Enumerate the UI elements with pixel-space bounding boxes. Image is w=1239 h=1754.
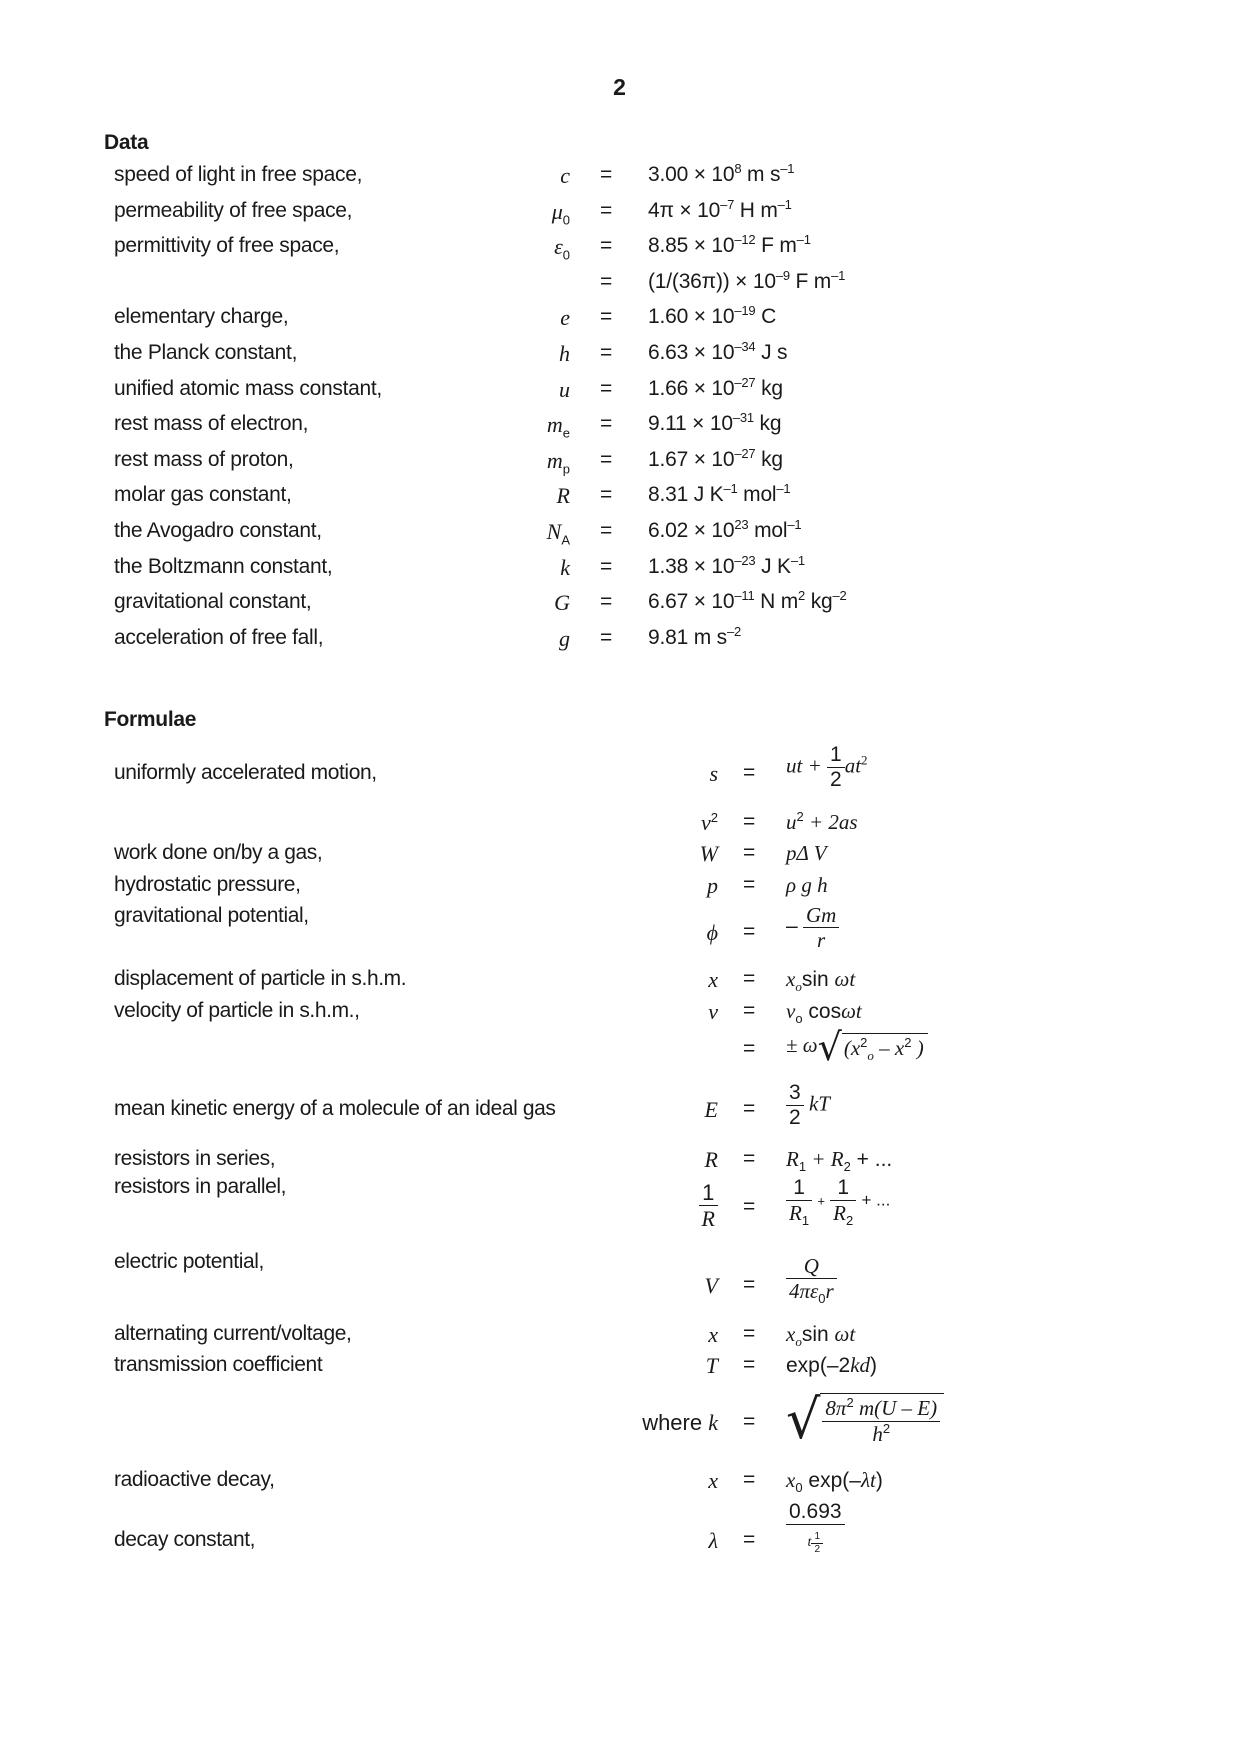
fraction: 0.693 t $\frac{1}{2}$ (786, 1500, 845, 1555)
equals-sign: = (600, 555, 613, 578)
constant-symbol: $\varepsilon_0$ (554, 234, 570, 263)
formula-symbol: ϕ (706, 920, 718, 945)
formula-symbol: x (708, 967, 718, 992)
formula-expression: $R_1 + R_2$ + ... (786, 1147, 893, 1175)
equals-sign: = (600, 519, 613, 542)
data-row (0, 412, 1239, 442)
data-row (0, 448, 1239, 478)
formula-symbol: V (704, 1273, 718, 1298)
equals-sign: = (600, 234, 613, 257)
data-row (0, 341, 1239, 371)
fraction: $\frac{Gm}{r}$ (803, 903, 839, 952)
fraction: $\frac{Q}{4\pi\varepsilon_0r}$ (786, 1254, 837, 1303)
fraction: $\frac{3}{2}$ (786, 1081, 804, 1130)
formula-symbol: s (709, 761, 718, 786)
equals-sign: = (743, 920, 756, 943)
fraction: $\frac{8\pi^2 m(U - E)}{h^2}$ (822, 1396, 940, 1445)
data-row (0, 377, 1239, 407)
page-number: 2 (613, 74, 626, 100)
data-row (0, 199, 1239, 229)
data-row (0, 555, 1239, 585)
constant-label: rest mass of proton, (114, 448, 294, 471)
square-root: √ $\frac{8\pi^2 m(U - E)}{h^2}$ (786, 1388, 944, 1451)
data-row (0, 234, 1239, 264)
constant-value: $6.02 \times 10^{23}$ mol$^{-1}$ (648, 517, 802, 542)
formula-expression: ut + $\frac{1}{2}$ $at^2$ (786, 743, 868, 792)
formula-label: electric potential, (114, 1250, 264, 1273)
formula-expression: exp(–2kd) (786, 1353, 878, 1377)
data-row (0, 626, 1239, 656)
constant-symbol: G (554, 590, 570, 615)
formula-label: radioactive decay, (114, 1468, 275, 1491)
formula-label: work done on/by a gas, (114, 841, 323, 864)
equals-sign: = (743, 1410, 756, 1433)
data-row (0, 305, 1239, 335)
formula-expression: $x_o\sin$ ωt (786, 1322, 856, 1350)
formula-symbol: E (704, 1097, 718, 1122)
constant-label: permittivity of free space, (114, 234, 340, 257)
formula-label: gravitational potential, (114, 904, 309, 927)
constant-symbol: h (559, 341, 570, 366)
constant-value: $4\pi \times 10^{-7}$ H $m^{-1}$ (648, 197, 792, 222)
constant-symbol: c (560, 163, 570, 188)
constant-value: $1.60 \times 10^{-19}$ C (648, 303, 777, 328)
formula-label: hydrostatic pressure, (114, 873, 301, 896)
formula-symbol: R (704, 1147, 718, 1172)
constant-value: 8.31 J $K^{-1}$ mol$^{-1}$ (648, 481, 791, 506)
constant-value: $1.66 \times 10^{-27}$ kg (648, 375, 783, 400)
fraction: $\frac{1}{R_1}$ (786, 1176, 812, 1225)
equals-sign: = (600, 377, 613, 400)
equals-sign: = (743, 1097, 756, 1120)
constant-symbol: $m_e$ (546, 412, 570, 441)
constant-value: $6.63 \times 10^{-34}$ J s (648, 339, 788, 364)
formula-symbol: v (708, 999, 718, 1024)
equals-sign: = (600, 163, 613, 186)
formula-label: transmission coefficient (114, 1353, 323, 1376)
constant-symbol: u (559, 377, 570, 402)
constant-label: speed of light in free space, (114, 163, 363, 186)
formula-symbol: where k (642, 1410, 718, 1435)
constant-label: acceleration of free fall, (114, 626, 324, 649)
formula-symbol (640, 1180, 718, 1232)
formula-expression: $x_o\sin$ ωt (786, 967, 856, 995)
data-row (0, 270, 1239, 300)
constant-symbol: g (559, 626, 570, 651)
constant-value: $1.38 \times 10^{-23}$ J $K^{-1}$ (648, 553, 805, 578)
equals-sign: = (743, 1037, 756, 1060)
formula-label: alternating current/voltage, (114, 1322, 352, 1345)
equals-sign: = (743, 810, 756, 833)
constant-symbol: $m_p$ (546, 448, 570, 477)
constant-label: unified atomic mass constant, (114, 377, 382, 400)
square-root: $√(x^2_o - x^2$ ) (818, 1025, 928, 1069)
formula-expression (786, 1500, 845, 1555)
formula-expression: – $\frac{Gm}{r}$ (786, 903, 839, 952)
equals-sign: = (743, 1195, 756, 1218)
equals-sign: = (743, 967, 756, 990)
constant-label: elementary charge, (114, 305, 289, 328)
equals-sign: = (600, 412, 613, 435)
formula-expression: $\frac{1}{R_1}$ + $\frac{1}{R_2}$ + ... (786, 1176, 890, 1225)
constant-value: $8.85 \times 10^{-12}$ F $m^{-1}$ (648, 232, 811, 257)
formula-label: decay constant, (114, 1528, 256, 1551)
formula-symbol: x (708, 1468, 718, 1493)
equals-sign: = (600, 305, 613, 328)
constant-value: $3.00 \times 10^8$ m $s^{-1}$ (648, 161, 795, 186)
equals-sign: = (743, 1273, 756, 1296)
equals-sign: = (743, 761, 756, 784)
formula-symbol: λ (708, 1528, 718, 1553)
equals-sign: = (743, 1468, 756, 1491)
constant-label: permeability of free space, (114, 199, 353, 222)
constant-value: $(1/(36\pi)) \times 10^{-9}$ F $m^{-1}$ (648, 268, 846, 293)
equals-sign: = (743, 999, 756, 1022)
equals-sign: = (600, 626, 613, 649)
equals-sign: = (743, 1528, 756, 1551)
equals-sign: = (600, 341, 613, 364)
equals-sign: = (600, 199, 613, 222)
constant-symbol: $\mu_0$ (551, 199, 570, 228)
formula-expression: $v_o$ cosωt (786, 999, 862, 1027)
data-row (0, 163, 1239, 193)
formula-expression: ρ g h (786, 873, 828, 897)
constant-label: rest mass of electron, (114, 412, 309, 435)
formula-symbol: p (707, 873, 718, 898)
constant-value: $6.67 \times 10^{-11}$ N $m^2$ $kg^{-2}$ (648, 588, 847, 613)
equals-sign: = (743, 841, 756, 864)
formula-expression: pΔ V (786, 841, 827, 865)
formula-symbol: $v^2$ (701, 810, 718, 835)
formula-label: mean kinetic energy of a molecule of an ideal gas (114, 1097, 556, 1120)
fraction: $\frac{1}{2}$ (827, 743, 845, 792)
constant-label: the Planck constant, (114, 341, 298, 364)
constant-value: 9.81 m $s^{-2}$ (648, 624, 741, 649)
equals-sign: = (743, 1322, 756, 1345)
formula-expression: $\frac{3}{2}$ kT (786, 1081, 830, 1130)
equals-sign: = (600, 590, 613, 613)
equals-sign: = (743, 1353, 756, 1376)
constant-symbol: e (560, 305, 570, 330)
constant-symbol: k (560, 555, 570, 580)
data-heading: Data (104, 131, 149, 154)
formula-expression (786, 1388, 944, 1451)
constant-label: gravitational constant, (114, 590, 312, 613)
equals-sign: = (600, 483, 613, 506)
fraction: $\frac{1}{R}$ (699, 1180, 718, 1232)
fraction: $\frac{1}{R_2}$ (830, 1176, 856, 1225)
formula-label: resistors in series, (114, 1147, 276, 1170)
constant-symbol: $N_A$ (546, 519, 570, 548)
constant-value: $9.11 \times 10^{-31}$ kg (648, 410, 782, 435)
formula-expression (786, 1254, 837, 1307)
data-row (0, 519, 1239, 549)
formula-expression: ± $\omega√(x^2_o - x^2$ ) (786, 1025, 928, 1069)
formula-expression: $u^2 + 2as$ (786, 809, 858, 834)
constant-label: the Avogadro constant, (114, 519, 322, 542)
data-row (0, 483, 1239, 513)
formula-label: uniformly accelerated motion, (114, 761, 377, 784)
equals-sign: = (743, 873, 756, 896)
constant-value: $1.67 \times 10^{-27}$ kg (648, 446, 783, 471)
formula-label: resistors in parallel, (114, 1175, 287, 1198)
data-row (0, 590, 1239, 620)
constant-label: the Boltzmann constant, (114, 555, 333, 578)
equals-sign: = (600, 270, 613, 293)
formula-symbol: x (708, 1322, 718, 1347)
constant-label: molar gas constant, (114, 483, 292, 506)
formula-expression: $x_0$ exp(–λt) (786, 1468, 883, 1496)
formulae-heading: Formulae (104, 708, 197, 731)
formula-symbol: W (699, 841, 718, 866)
equals-sign: = (600, 448, 613, 471)
formula-label: displacement of particle in s.h.m. (114, 967, 407, 990)
equals-sign: = (743, 1147, 756, 1170)
constant-symbol: R (556, 483, 570, 508)
formula-symbol: T (705, 1353, 718, 1378)
formula-label: velocity of particle in s.h.m., (114, 999, 360, 1022)
